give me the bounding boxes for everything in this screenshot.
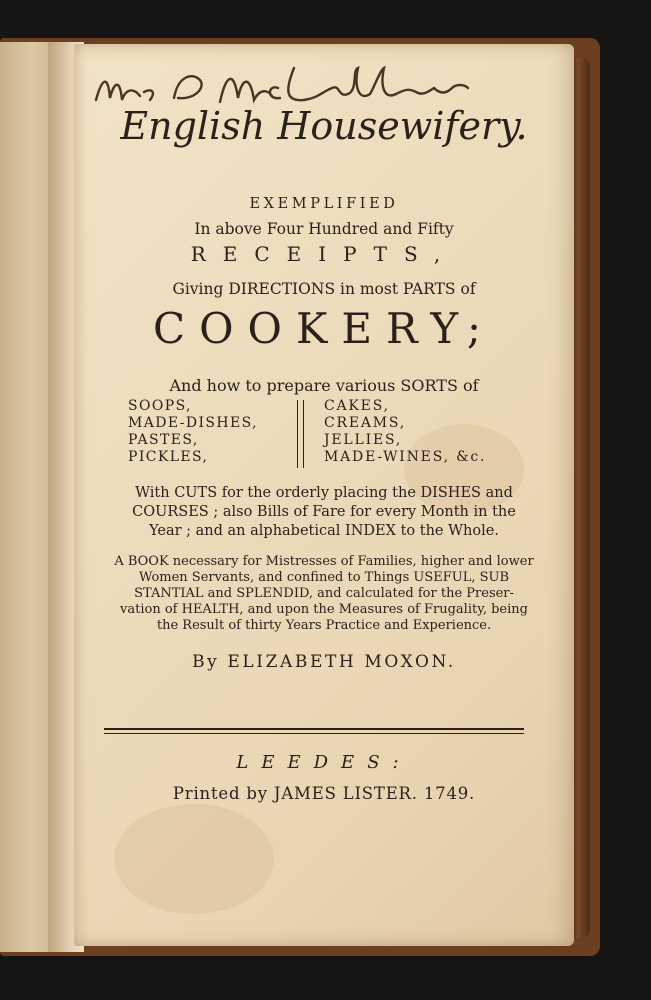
double-rule	[104, 728, 524, 734]
sort-item: PASTES,	[128, 432, 199, 448]
column-divider	[297, 400, 304, 468]
place-of-printing: LEEDES:	[236, 752, 412, 773]
book-line: STANTIAL and SPLENDID, and calculated for the Preser-	[134, 586, 514, 601]
author-line: By ELIZABETH MOXON.	[192, 652, 456, 672]
cuts-line: COURSES ; also Bills of Fare for every Month in the	[132, 504, 516, 520]
sorts-left-column	[128, 398, 296, 466]
book-line: vation of HEALTH, and upon the Measures of Frugality, being	[120, 602, 528, 617]
subtitle-line-4: Giving DIRECTIONS in most PARTS of	[172, 280, 476, 298]
sort-item: SOOPS,	[128, 398, 192, 414]
sorts-right-column	[324, 398, 564, 466]
sort-item: MADE-WINES, &c.	[324, 449, 487, 465]
sort-item: CREAMS,	[324, 415, 407, 431]
subtitle-line-2: In above Four Hundred and Fifty	[194, 220, 454, 238]
book-line: Women Servants, and confined to Things USEFUL, SUB	[138, 570, 510, 585]
book-title: English Housewifery.	[120, 104, 528, 148]
how-to-line: And how to prepare various SORTS of	[169, 376, 479, 395]
book-paragraph	[74, 554, 574, 634]
cuts-line: With CUTS for the orderly placing the DISHES and	[135, 485, 513, 501]
subtitle-receipts: RECEIPTS,	[190, 242, 458, 266]
sort-item: MADE-DISHES,	[128, 415, 258, 431]
sort-item: PICKLES,	[128, 449, 209, 465]
title-page	[74, 44, 574, 946]
cuts-line: Year ; and an alphabetical INDEX to the Whole.	[149, 523, 499, 539]
sort-item: CAKES,	[324, 398, 390, 414]
sorts-columns	[74, 398, 574, 478]
sort-item: JELLIES,	[324, 432, 403, 448]
page-stain	[114, 804, 274, 914]
imprint-line: Printed by JAMES LISTER. 1749.	[172, 784, 476, 803]
book-line: the Result of thirty Years Practice and Experience.	[156, 618, 492, 633]
subtitle-cookery: COOKERY;	[152, 304, 496, 353]
cuts-paragraph	[74, 484, 574, 541]
subtitle-exemplified: EXEMPLIFIED	[249, 196, 399, 212]
book-line: A BOOK necessary for Mistresses of Families, higher and lower	[114, 554, 534, 569]
